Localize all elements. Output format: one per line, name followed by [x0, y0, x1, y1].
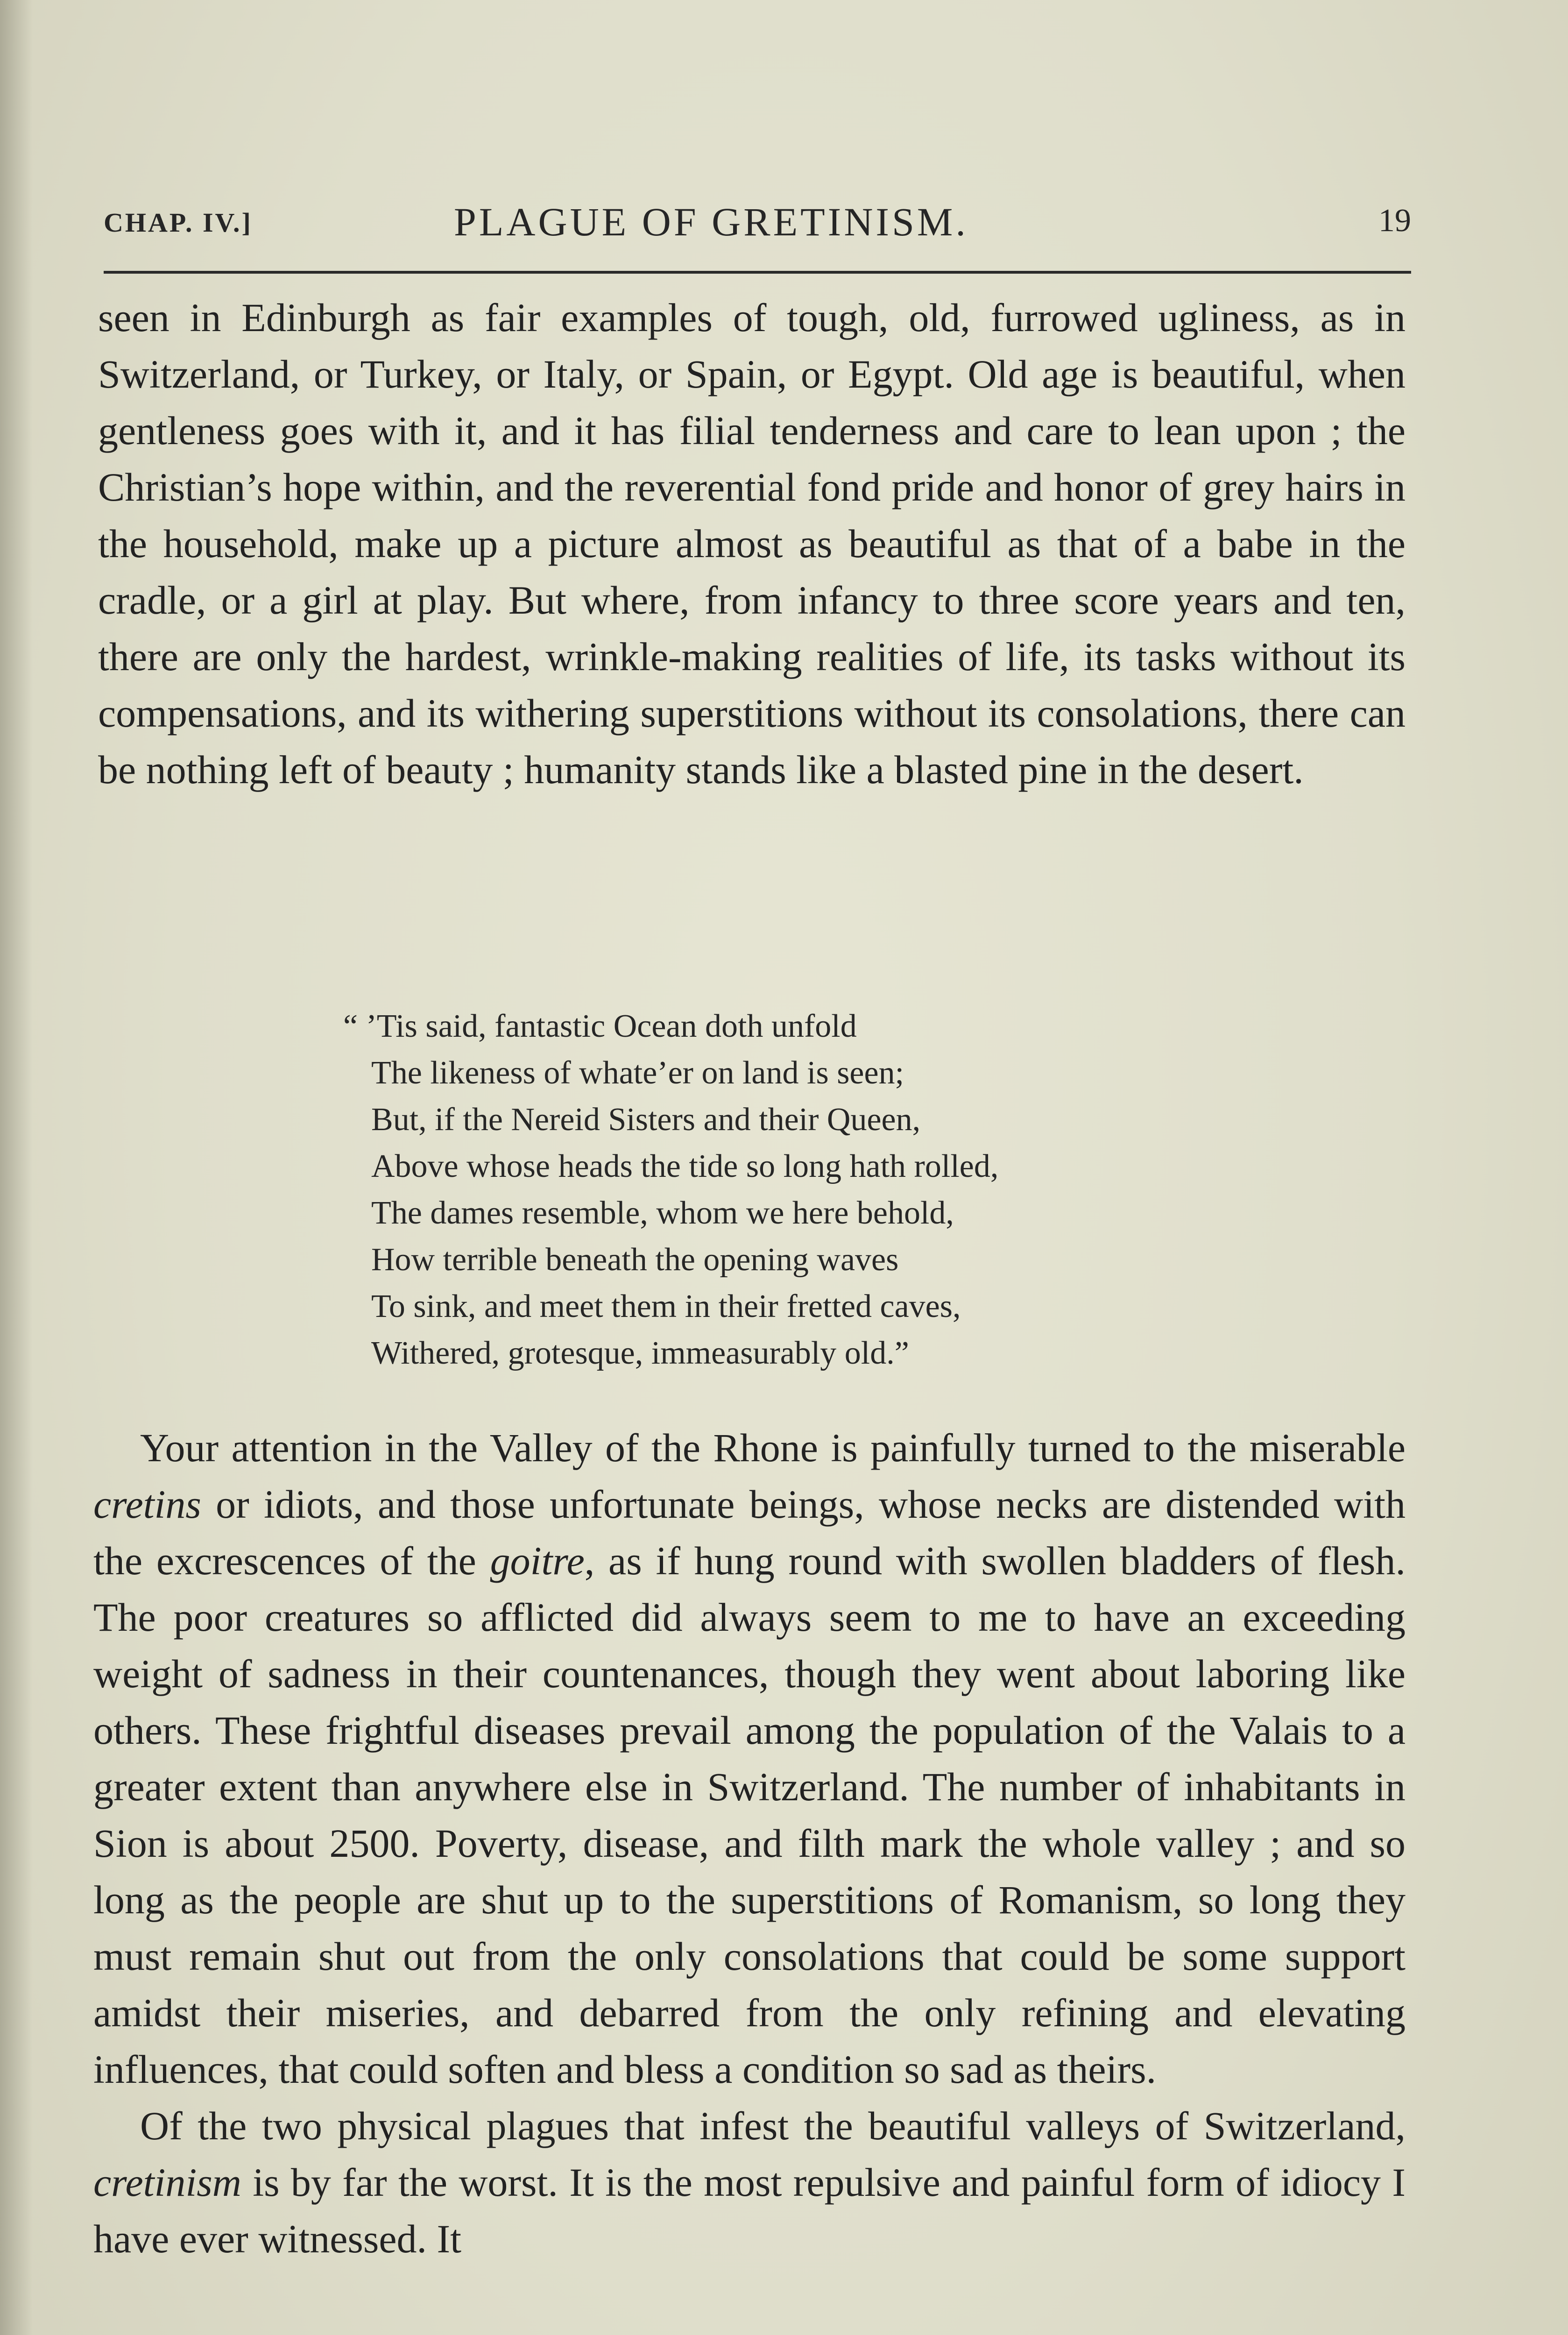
poem-line: To sink, and meet them in their fretted caves, [371, 1288, 961, 1324]
chapter-label: CHAP. IV.] [104, 207, 253, 238]
poem-line: The dames resemble, whom we here behold, [371, 1195, 954, 1231]
paragraph-continued: seen in Edinburgh as fair examples of tough, old, furrowed ugliness, as in Switzerland, or Turkey, or Italy, or Spain, or Egypt. Old age is beautiful, when gentleness goes with it, and it has filial tenderness and care to lean upon ; the Christian’s hope within, and the reverential fond pride and honor of grey hairs in the household, make up a picture almost as beautiful as that of a babe in the cradle, or a girl at play. But where, from infancy to three score years and ten, there are only the hardest, wrinkle-making realities of life, its tasks without its compensations, and its withering superstitions without its consolations, there can be nothing left of beauty ; humanity stands like a blasted pine in the desert. [98, 295, 1406, 792]
paragraph-text: is by far the worst. It is the most repulsive and painful form of idiocy I have ever witnessed. It [93, 2160, 1406, 2261]
page-number: 19 [1378, 203, 1411, 239]
poem-line: Withered, grotesque, immeasurably old.” [371, 1335, 909, 1371]
page-title: PLAGUE OF GRETINISM. [454, 199, 968, 244]
spine-shadow [0, 0, 33, 2335]
running-head [104, 198, 1411, 250]
italic-term: cretinism [93, 2160, 241, 2205]
poem-quotation [343, 1003, 998, 1377]
paragraph-text: or idiots, and those unfortunate beings, whose necks are distended with the excrescences of the [93, 1482, 1406, 1583]
header-rule [104, 271, 1411, 274]
poem-line: The likeness of whate’er on land is seen; [371, 1055, 904, 1091]
italic-term: goitre [490, 1538, 585, 1583]
poem-line: But, if the Nereid Sisters and their Queen, [371, 1102, 921, 1138]
poem-line: Above whose heads the tide so long hath rolled, [371, 1148, 999, 1184]
paragraph-physical-plagues [93, 2098, 1406, 2267]
poem-line: How terrible beneath the opening waves [371, 1242, 899, 1278]
paragraph-valley-of-rhone [93, 1420, 1406, 2098]
paragraph-text: Your attention in the Valley of the Rhone is painfully turned to the miserable [140, 1425, 1406, 1470]
body-text-bottom [93, 1420, 1406, 2267]
paragraph-text: , as if hung round with swollen bladders of flesh. The poor creatures so afflicted did always seem to me to have an exceeding weight of sadness in their countenances, though they went about laboring like others. These frightful diseases prevail among the population of the Valais to a greater extent than anywhere else in Switzerland. The number of inhabitants in Sion is about 2500. Poverty, disease, and filth mark the whole valley ; and so long as the people are shut up to the superstitions of Romanism, so long they must remain shut out from the only consolations that could be some support amidst their miseries, and debarred from the only refining and elevating influences, that could soften and bless a condition so sad as theirs. [93, 1538, 1406, 2092]
italic-term: cretins [93, 1482, 201, 1527]
body-text-top [98, 290, 1406, 798]
paragraph-text: Of the two physical plagues that infest the beautiful valleys of Switzerland, [140, 2103, 1406, 2148]
poem-line: “ ’Tis said, fantastic Ocean doth unfold [343, 1008, 857, 1044]
